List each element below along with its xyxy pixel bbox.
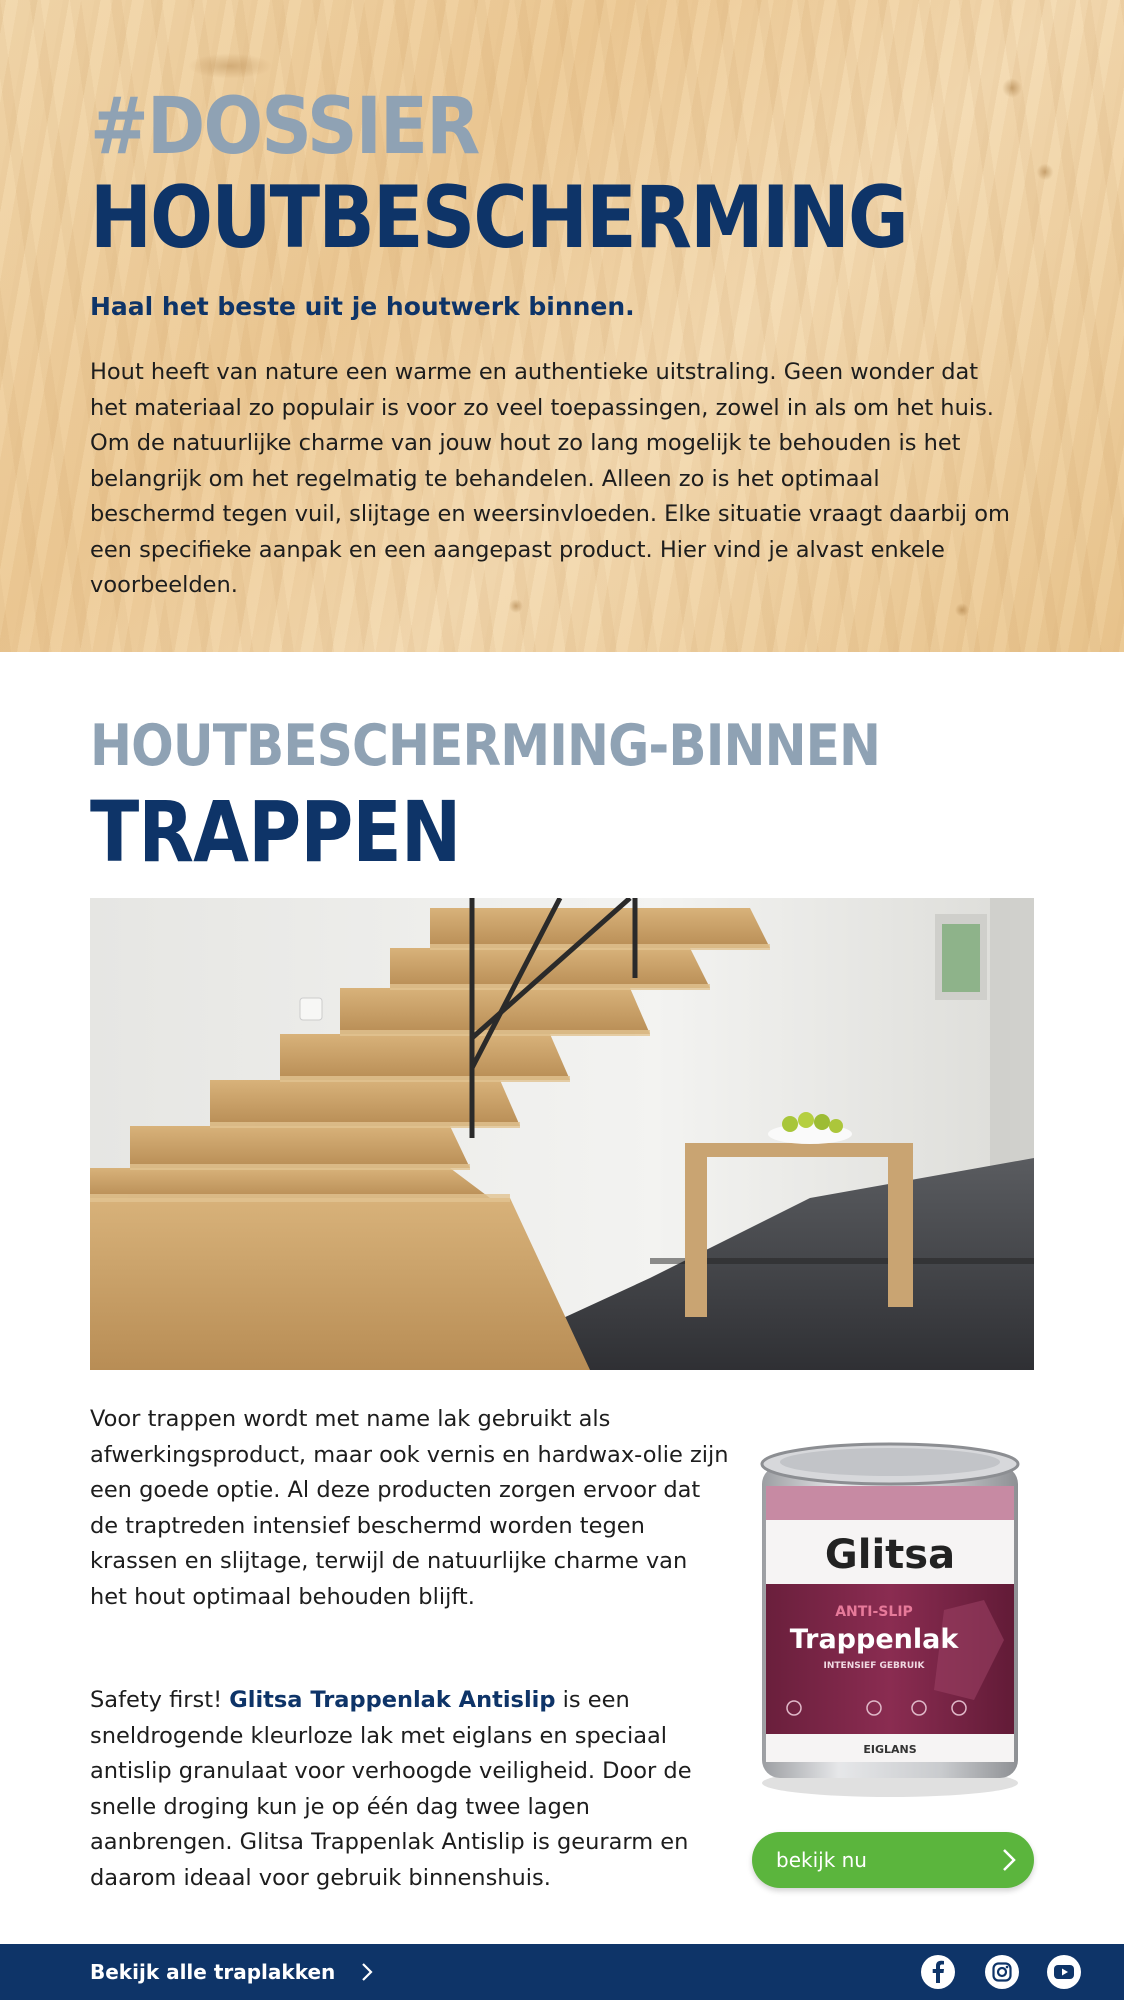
staircase-photo [90,898,1034,1370]
footer-bar [0,1944,1124,2000]
chevron-right-icon [1002,1848,1016,1872]
section-title: TRAPPEN [90,783,461,881]
product-name: Trappenlak [789,1624,959,1655]
product-line: INTENSIEF GEBRUIK [823,1661,925,1671]
view-all-label: Bekijk alle traplakken [90,1960,336,1984]
paragraph-intro: Voor trappen wordt met name lak gebruikt als afwerkingsproduct, maar ook vernis en hardwax-olie zijn een goede optie. Al deze producten zorgen ervoor dat de traptreden intensief beschermd worden tegen krassen en slijtage, terwijl de natuurlijke charme van het hout optimaal behouden blijft. [90,1406,729,1610]
page-title: HOUTBESCHERMING [90,168,908,268]
hero-subtitle: Haal het beste uit je houtwerk binnen. [90,292,635,321]
section-label: HOUTBESCHERMING-BINNEN [90,713,881,779]
product-image [754,1440,1026,1802]
view-all-link[interactable] [90,1944,373,2000]
youtube-icon[interactable] [1046,1954,1082,1990]
hero-section [0,0,1124,652]
hero-tag: #DOSSIER [90,82,479,172]
instagram-icon[interactable] [984,1954,1020,1990]
paragraph-product [90,1683,730,1896]
product-finish: EIGLANS [863,1743,917,1756]
view-product-button[interactable] [752,1832,1034,1888]
paragraph-suffix: is een sneldrogende kleurloze lak met eiglans en speciaal antislip granulaat voor verhoogde veiligheid. Door de snelle droging kun je op één dag twee lagen aanbrengen. Glitsa Trappenlak Antislip is geurarm en daarom ideaal voor gebruik binnenshuis. [90,1687,692,1891]
product-tag: ANTI-SLIP [835,1604,913,1620]
product-brand: Glitsa [824,1532,956,1578]
hero-intro-text: Hout heeft van nature een warme en authentieke uitstraling. Geen wonder dat het materiaal zo populair is voor zo veel toepassingen, zowel in als om het huis. Om de natuurlijke charme van jouw hout zo lang mogelijk te behouden is het belangrijk om het regelmatig te behandelen. Alleen zo is het optimaal beschermd tegen vuil, slijtage en weersinvloeden. Elke situatie vraagt daarbij om een specifieke aanpak en een aangepast product. Hier vind je alvast enkele voorbeelden. [90,359,1010,598]
paragraph-prefix: Safety first! [90,1687,230,1713]
view-product-label: bekijk nu [776,1848,867,1872]
facebook-icon[interactable] [920,1954,956,1990]
chevron-right-icon [361,1962,373,1982]
product-link[interactable]: Glitsa Trappenlak Antislip [229,1687,556,1713]
